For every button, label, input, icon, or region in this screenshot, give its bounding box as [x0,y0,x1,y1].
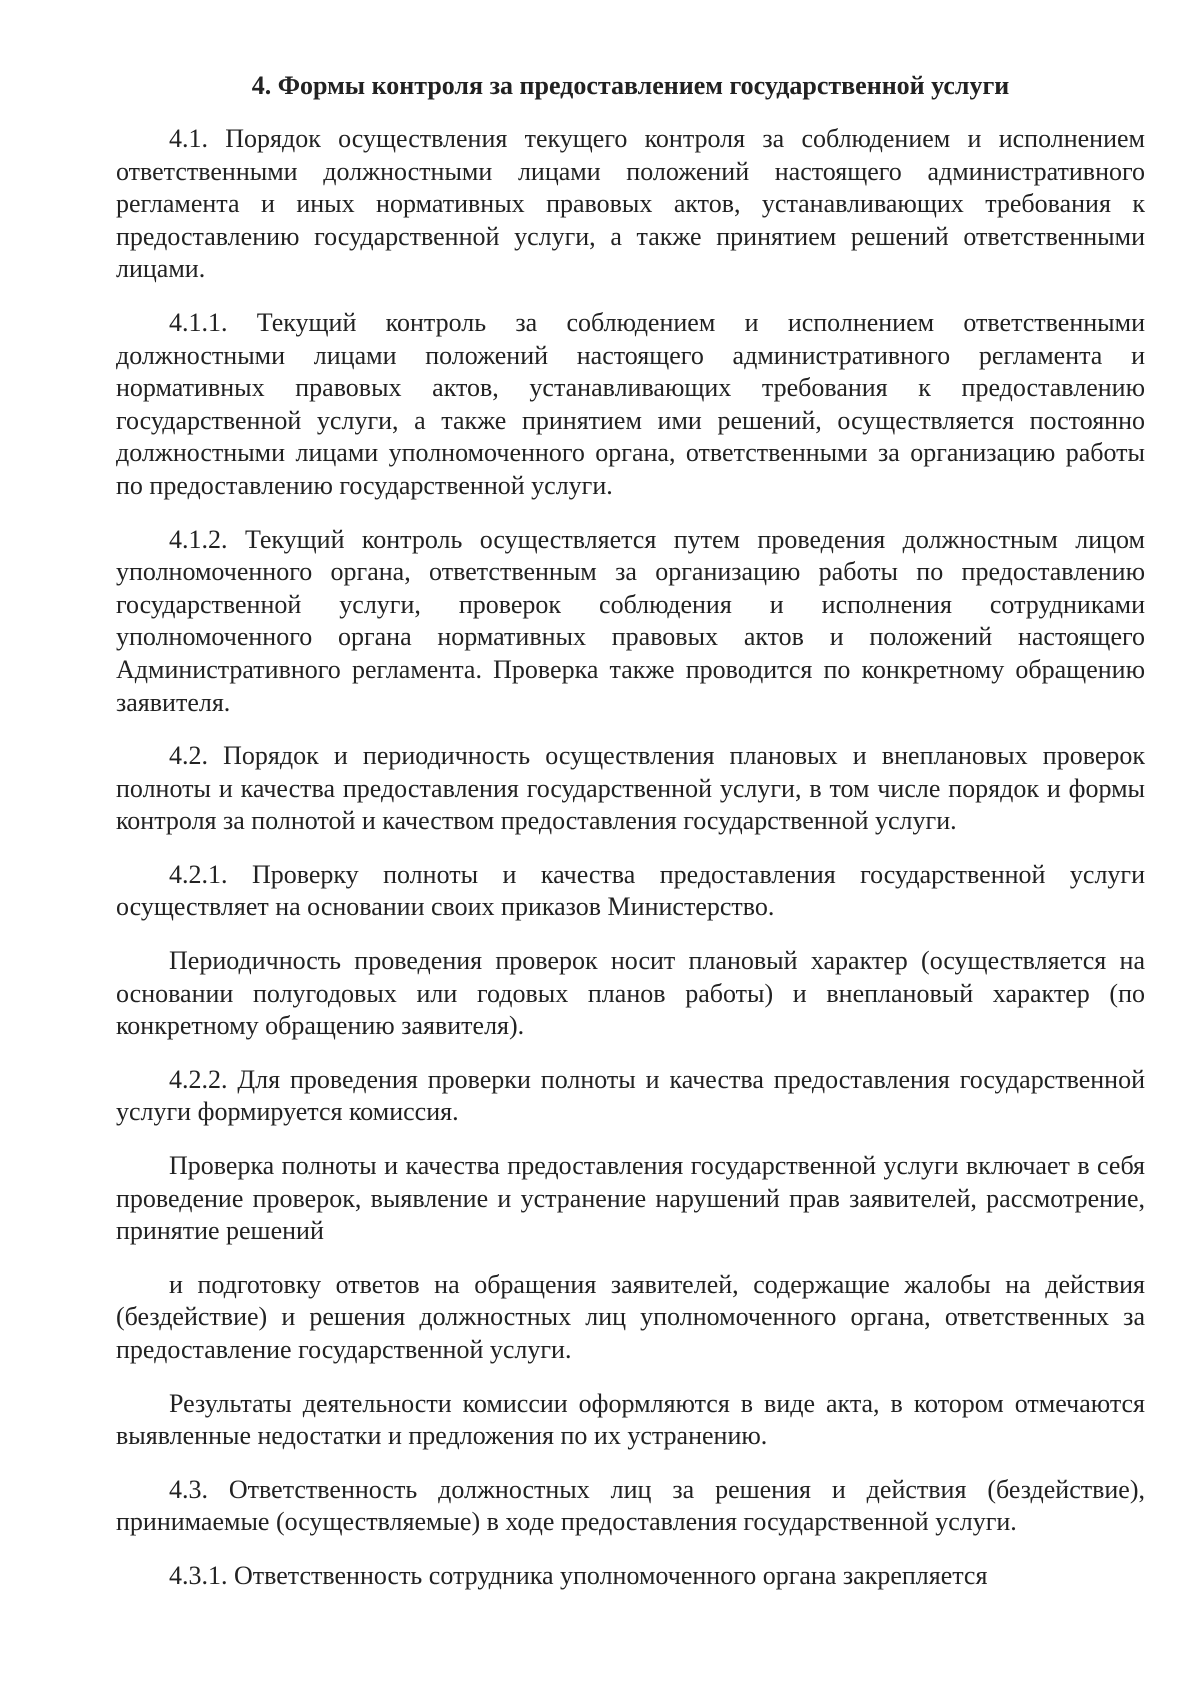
paragraph-4-2-2: 4.2.2. Для проведения проверки полноты и качества предоставления государственной услуги формируется комиссия. [116,1064,1145,1127]
paragraph-4-3: 4.3. Ответственность должностных лиц за решения и действия (бездействие), принимаемые (осуществляемые) в ходе предоставления государственной услуги. [116,1474,1145,1537]
paragraph-periodicity: Периодичность проведения проверок носит плановый характер (осуществляется на основании полугодовых или годовых планов работы) и внеплановый характер (по конкретному обращению заявителя). [116,946,1145,1041]
paragraph-4-3-1: 4.3.1. Ответственность сотрудника уполномоченного органа закрепляется [169,1560,988,1590]
document-page [116,70,1145,1593]
paragraph-check-scope: Проверка полноты и качества предоставления государственной услуги включает в себя проведение проверок, выявление и устранение нарушений прав заявителей, рассмотрение, принятие решений [116,1151,1145,1246]
paragraph-4-1-2: 4.1.2. Текущий контроль осуществляется путем проведения должностным лицом уполномоченного органа, ответственным за организацию работы по предоставлению государственной услуги, проверок соблюдения и исполнения сотрудниками уполномоченного органа нормативных правовых актов и положений настоящего Административного регламента. Проверка также проводится по конкретному обращению заявителя. [116,524,1145,717]
paragraph-4-2-1: 4.2.1. Проверку полноты и качества предоставления государственной услуги осуществляет на основании своих приказов Министерство. [116,859,1145,922]
paragraph-4-2: 4.2. Порядок и периодичность осуществления плановых и внеплановых проверок полноты и качества предоставления государственной услуги, в том числе порядок и формы контроля за полнотой и качеством предоставления государственной услуги. [116,741,1145,836]
section-title: 4. Формы контроля за предоставлением государственной услуги [251,71,1010,100]
paragraph-4-1: 4.1. Порядок осуществления текущего контроля за соблюдением и исполнением ответственными должностными лицами положений настоящего административного регламента и иных нормативных правовых актов, устанавливающих требования к предоставлению государственной услуги, а также принятием решений ответственными лицами. [116,124,1145,284]
paragraph-commission-results: Результаты деятельности комиссии оформляются в виде акта, в котором отмечаются выявленные недостатки и предложения по их устранению. [116,1388,1145,1451]
paragraph-check-scope-continued: и подготовку ответов на обращения заявителей, содержащие жалобы на действия (бездействие) и решения должностных лиц уполномоченного органа, ответственных за предоставление государственной услуги. [116,1269,1145,1364]
paragraph-4-1-1: 4.1.1. Текущий контроль за соблюдением и исполнением ответственными должностными лицами положений настоящего административного регламента и нормативных правовых актов, устанавливающих требования к предоставлению государственной услуги, а также принятием ими решений, осуществляется постоянно должностными лицами уполномоченного органа, ответственными за организацию работы по предоставлению государственной услуги. [116,307,1145,500]
